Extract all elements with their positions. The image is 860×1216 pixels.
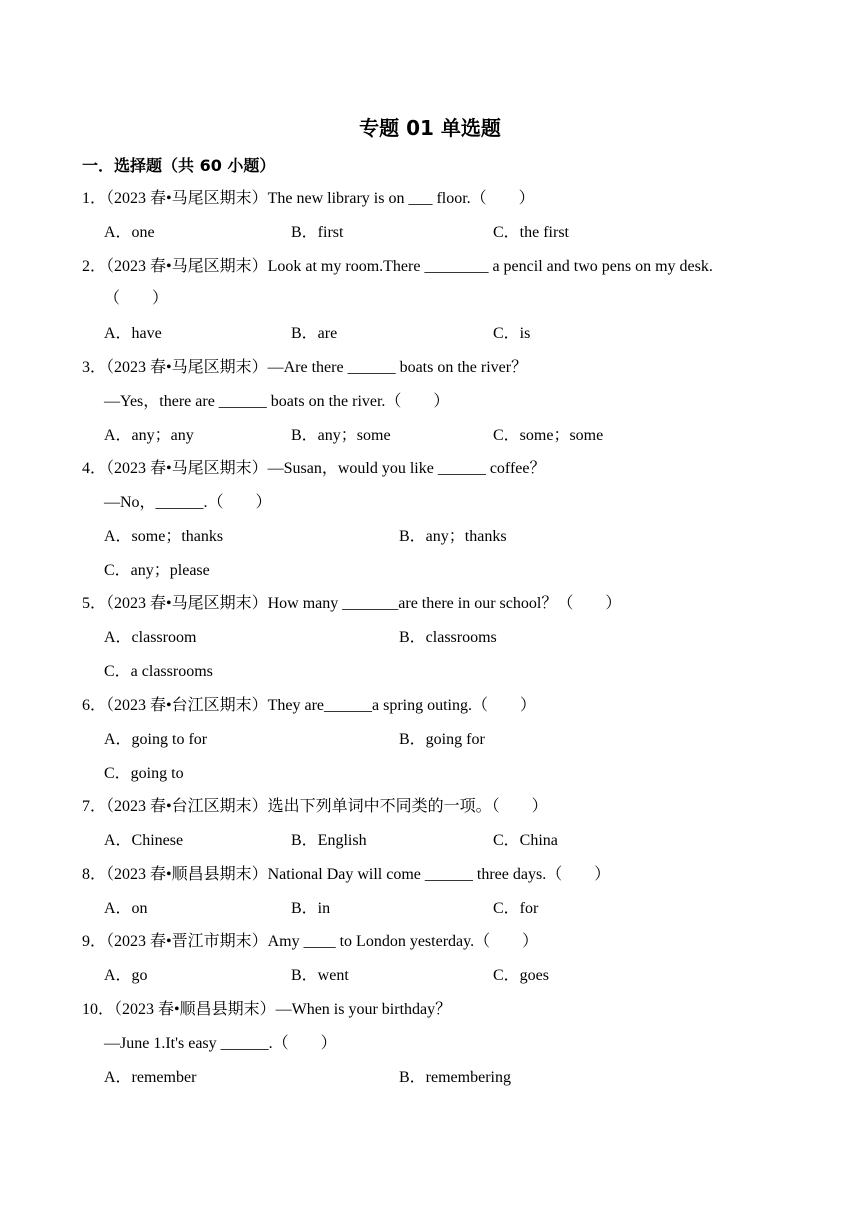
question-2-stem-cont: （ ） <box>104 290 169 307</box>
question-5-option-c[interactable]: C．a classrooms <box>104 663 213 680</box>
question-3-option-b[interactable]: B．any；some <box>291 427 391 444</box>
question-9-option-b[interactable]: B．went <box>291 967 349 984</box>
question-8-stem: 8．（2023 春•顺昌县期末）National Day will come ______ three days.（ ） <box>82 866 611 883</box>
question-4-stem: 4．（2023 春•马尾区期末）—Susan，would you like ______ coffee？ <box>82 460 546 477</box>
question-6-option-b[interactable]: B．going for <box>399 731 485 748</box>
question-3-option-a[interactable]: A．any；any <box>104 427 194 444</box>
question-1-option-b[interactable]: B．first <box>291 224 344 241</box>
question-2-stem: 2．（2023 春•马尾区期末）Look at my room.There ________ a pencil and two pens on my desk. <box>82 258 713 275</box>
question-2-option-a[interactable]: A．have <box>104 325 162 342</box>
question-3-stem-cont: —Yes，there are ______ boats on the river.（ ） <box>104 393 450 410</box>
question-8-option-c[interactable]: C．for <box>493 900 539 917</box>
question-1-option-a[interactable]: A．one <box>104 224 155 241</box>
question-5-stem: 5．（2023 春•马尾区期末）How many _______are there in our school？（ ） <box>82 595 622 612</box>
question-10-stem: 10．（2023 春•顺昌县期末）—When is your birthday？ <box>82 1001 452 1018</box>
question-7-option-c[interactable]: C．China <box>493 832 558 849</box>
question-9-option-a[interactable]: A．go <box>104 967 148 984</box>
question-6-option-a[interactable]: A．going to for <box>104 731 208 748</box>
question-7-option-b[interactable]: B．English <box>291 832 367 849</box>
question-7-stem: 7．（2023 春•台江区期末）选出下列单词中不同类的一项。（ ） <box>82 798 548 815</box>
question-4-stem-cont: —No，______.（ ） <box>104 494 272 511</box>
page-title: 专题 01 单选题 <box>359 116 501 140</box>
section-heading: 一．选择题（共 60 小题） <box>82 156 276 175</box>
question-5-option-a[interactable]: A．classroom <box>104 629 197 646</box>
question-3-option-c[interactable]: C．some；some <box>493 427 604 444</box>
question-9-option-c[interactable]: C．goes <box>493 967 550 984</box>
question-10-option-b[interactable]: B．remembering <box>399 1069 511 1086</box>
question-4-option-a[interactable]: A．some；thanks <box>104 528 224 545</box>
question-4-option-b[interactable]: B．any；thanks <box>399 528 507 545</box>
question-1-option-c[interactable]: C．the first <box>493 224 569 241</box>
question-8-option-b[interactable]: B．in <box>291 900 331 917</box>
question-6-stem: 6．（2023 春•台江区期末）They are______a spring outing.（ ） <box>82 697 537 714</box>
question-2-option-c[interactable]: C．is <box>493 325 531 342</box>
question-9-stem: 9．（2023 春•晋江市期末）Amy ____ to London yesterday.（ ） <box>82 933 539 950</box>
question-1-stem: 1．（2023 春•马尾区期末）The new library is on ___ floor.（ ） <box>82 190 535 207</box>
question-8-option-a[interactable]: A．on <box>104 900 148 917</box>
question-7-option-a[interactable]: A．Chinese <box>104 832 184 849</box>
question-5-option-b[interactable]: B．classrooms <box>399 629 497 646</box>
question-3-stem: 3．（2023 春•马尾区期末）—Are there ______ boats on the river？ <box>82 359 528 376</box>
question-4-option-c[interactable]: C．any；please <box>104 562 210 579</box>
question-10-stem-cont: —June 1.It's easy ______.（ ） <box>104 1035 337 1052</box>
question-6-option-c[interactable]: C．going to <box>104 765 184 782</box>
question-10-option-a[interactable]: A．remember <box>104 1069 197 1086</box>
question-2-option-b[interactable]: B．are <box>291 325 338 342</box>
